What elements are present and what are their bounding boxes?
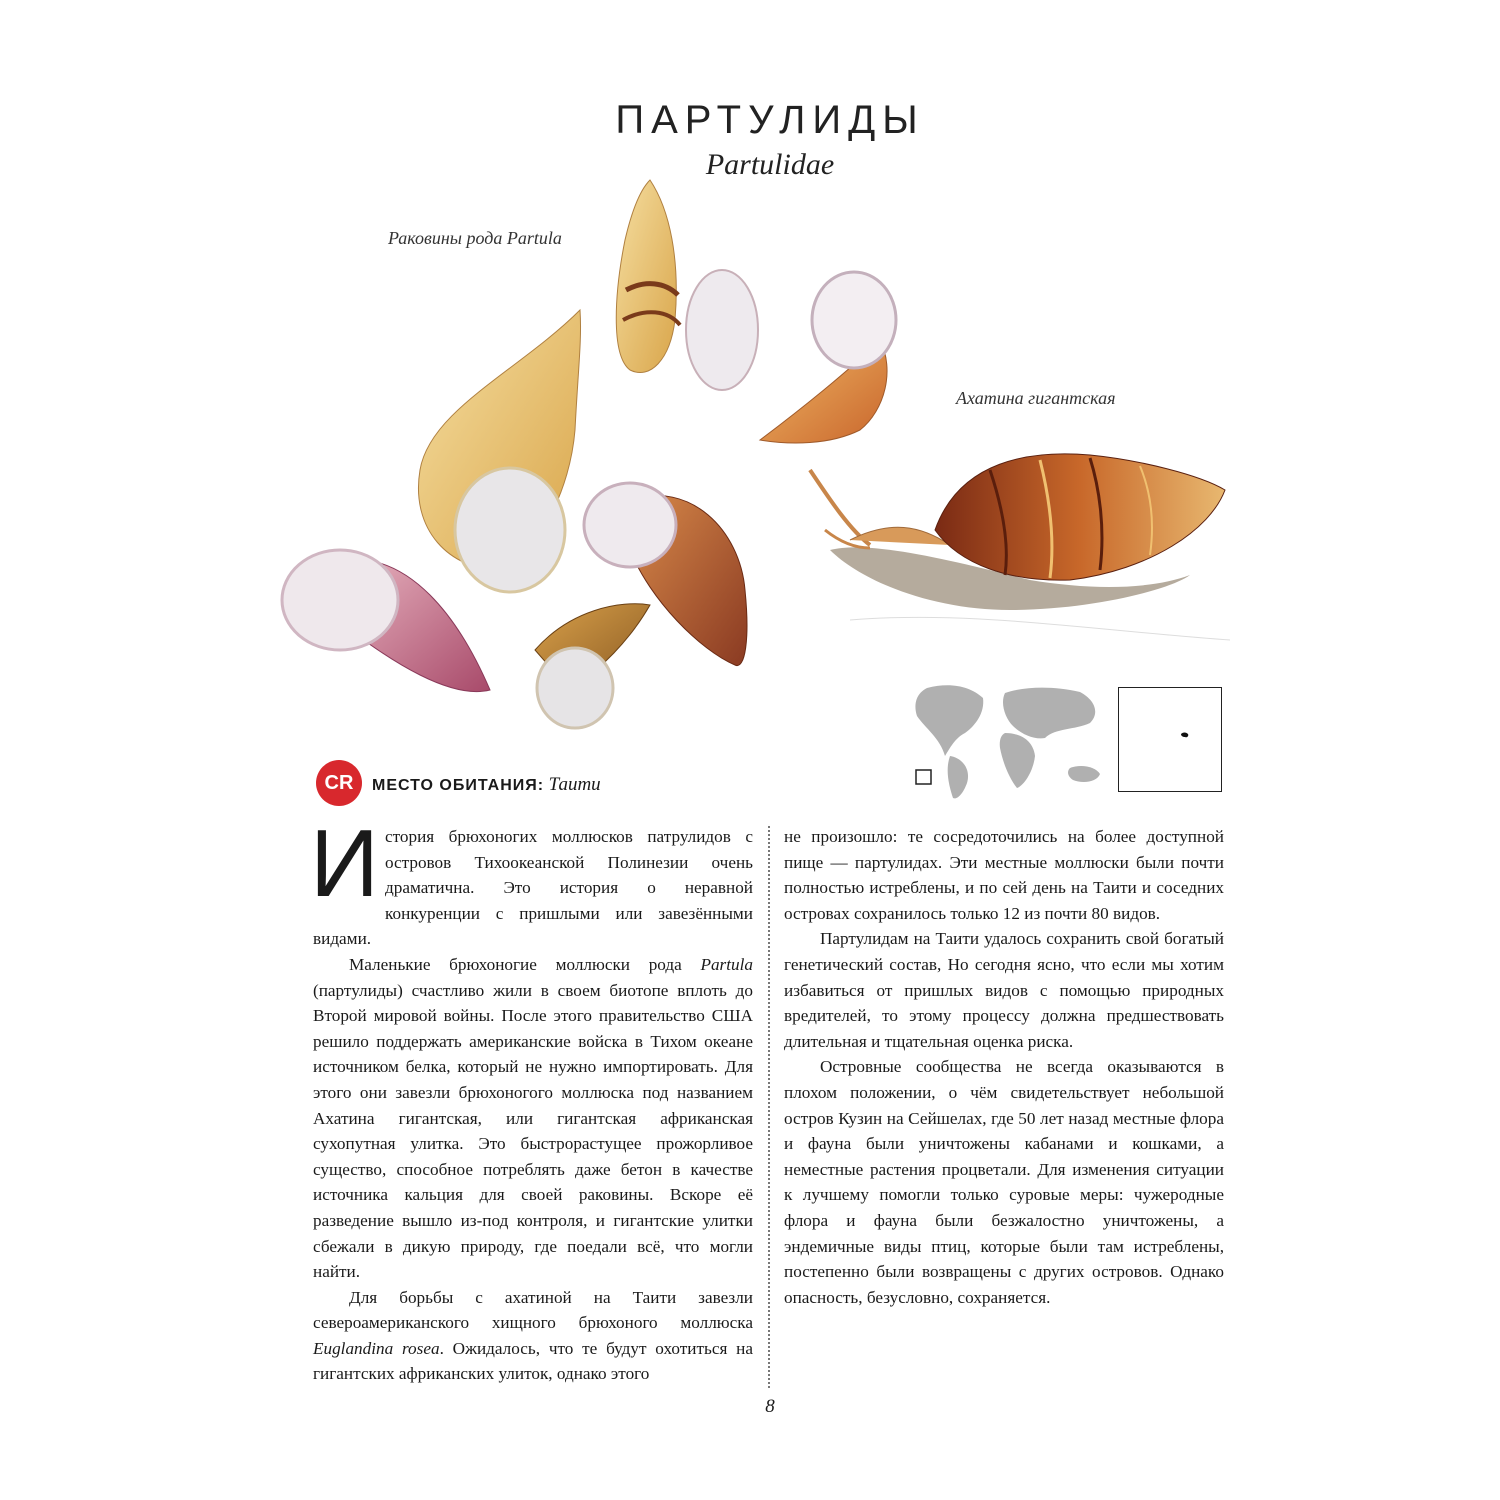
paragraph (313, 952, 753, 1285)
caption-achatina: Ахатина гигантская (956, 388, 1116, 408)
map-inset-frame (1118, 687, 1222, 792)
partula-shell-amber (535, 604, 650, 728)
map-eurasia (1003, 688, 1095, 739)
partula-shell-pink (282, 550, 490, 692)
partula-shell-yellow-banded (616, 180, 758, 390)
paragraph (313, 1285, 753, 1387)
map-tahiti-marker (916, 770, 931, 784)
latin-name: Partulidae (705, 148, 835, 181)
column-divider (768, 826, 770, 1388)
paragraph: Партулидам на Таити удалось сохранить свой богатый генетический состав, Но сегодня ясно, что если мы хотим избавиться от пришлых видов с помощью природных вредителей, то этому процессу должна предшествовать длительная и тщательная оценка риска. (784, 929, 1224, 1051)
snail-illustration (270, 170, 1240, 740)
text-column-left (310, 810, 753, 1387)
caption-partula: Раковины рода Partula (388, 228, 562, 248)
page-number: 8 (765, 1396, 775, 1417)
map-africa (1000, 733, 1035, 788)
paragraph-text: . Ожидалось, что те будут охотиться на гигантских африканских улиток, однако этого (313, 1338, 753, 1384)
text-column-right (784, 824, 1224, 1310)
paragraph (310, 810, 753, 952)
achatina-snail (810, 454, 1230, 640)
paragraph: не произошло: те сосредоточились на более доступной пище — партулидах. Эти местные моллюски были почти полностью истреблены, и по сей день на Таити и соседних островах сохранилось только 12 из почти 80 видов. (784, 827, 1224, 923)
genus-name: Partula (700, 954, 753, 974)
species-name: Euglandina rosea (313, 1338, 440, 1358)
partula-shell-large-yellow (418, 310, 580, 592)
world-map (905, 678, 1115, 803)
page-title: ПАРТУЛИДЫ (615, 98, 925, 142)
map-australia (1068, 766, 1100, 782)
conservation-status-badge: CR (316, 760, 362, 806)
paragraph: Островные сообщества не всегда оказываются в плохом положении, о чём свидетельствует небольшой остров Кузин на Сейшелах, где 50 лет назад местные флора и фауна были уничтожены кабанами и кошками, а неместные растения процветали. Для изменения ситуации к лучшему помогли только суровые меры: чужеродные флора и фауна были безжалостно уничтожены, а эндемичные виды птиц, которые были там истреблены, постепенно были возвращены с других островов. Однако опасность, безусловно, сохраняется. (784, 1057, 1224, 1307)
drop-cap: И (310, 810, 379, 917)
partula-shell-orange (760, 272, 896, 443)
paragraph-text: Маленькие брюхоногие моллюски рода (349, 954, 701, 974)
habitat-line (372, 774, 601, 796)
paragraph-text: (партулиды) счастливо жили в своем биотопе вплоть до Второй мировой войны. После этого правительство США решило поддержать американские войска в Тихом океане источником белка, который не нужно импортировать. Для этого они завезли брюхоногого моллюска под названием Ахатина гигантская, или гигантская африканская сухопутная улитка. Это быстрорастущее прожорливое существо, способное потреблять даже бетон в качестве источника кальция для своей раковины. Вскоре её разведение вышло из-под контроля, и гигантские улитки сбежали в дикую природу, где поедали всё, что могли найти. (313, 980, 753, 1282)
map-north-america (915, 685, 983, 756)
map-south-america (948, 756, 968, 798)
paragraph-text: стория брюхоногих моллюсков патрулидов с островов Тихоокеанской Полинезии очень драматична. Это история о неравной конкуренции с пришлыми или завезёнными видами. (313, 827, 753, 949)
habitat-value: Таити (548, 774, 601, 795)
habitat-label: МЕСТО ОБИТАНИЯ: (372, 777, 545, 794)
paragraph-text: Для борьбы с ахатиной на Таити завезли североамериканского хищного брюхоного моллюска (313, 1287, 753, 1333)
tahiti-island-icon (1180, 731, 1190, 739)
